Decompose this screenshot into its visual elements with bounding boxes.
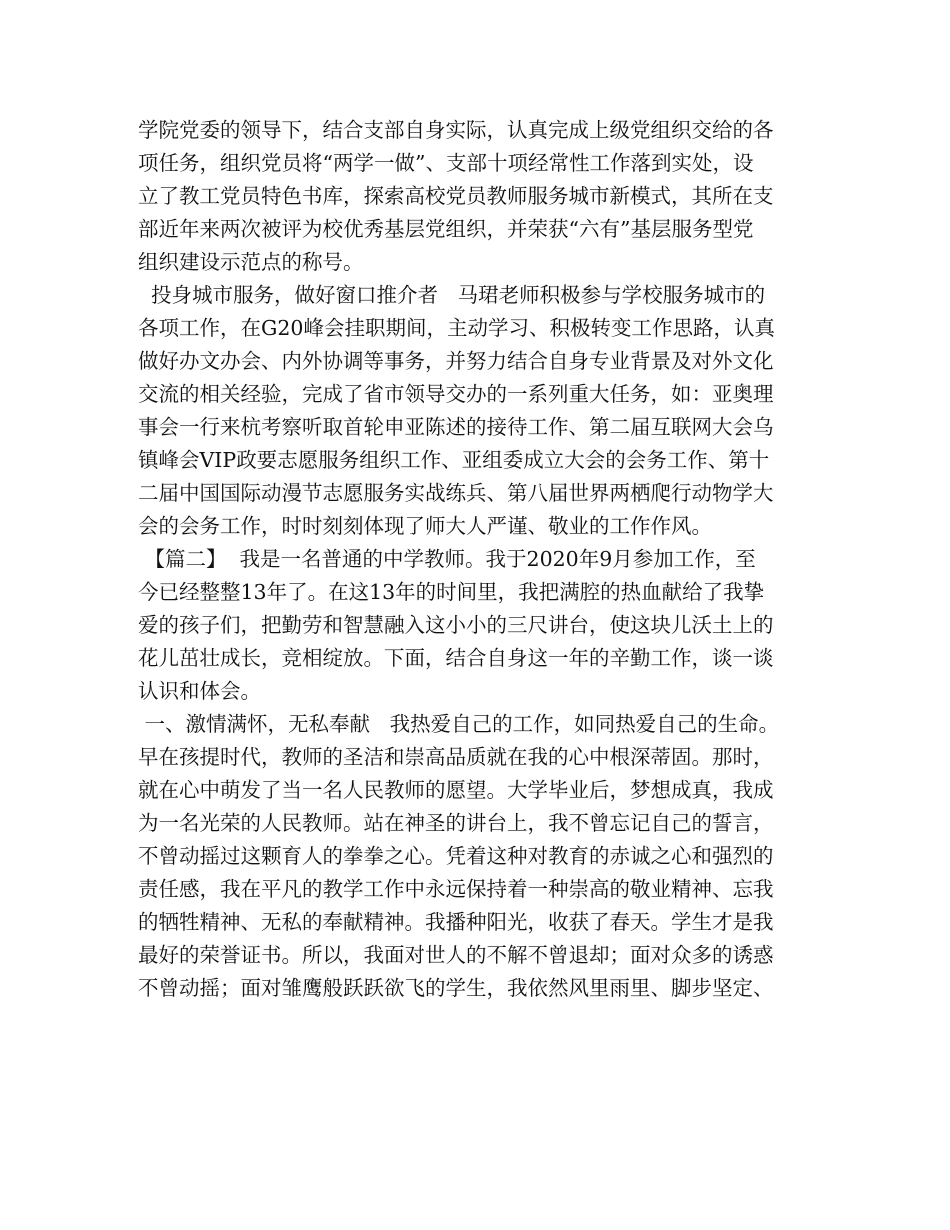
text-line: 会的会务工作，时时刻刻体现了师大人严谨、敬业的工作作风。	[138, 514, 712, 538]
section-heading-line: 投身城市服务，做好窗口推介者 马珺老师积极参与学校服务城市的	[138, 283, 766, 307]
text-line: 责任感，我在平凡的教学工作中永远保持着一种崇高的敬业精神、忘我	[138, 877, 774, 901]
text-line: 事会一行来杭考察听取首轮申亚陈述的接待工作、第二届互联网大会乌	[138, 415, 774, 439]
text-line: 花儿茁壮成长，竞相绽放。下面，结合自身这一年的辛勤工作，谈一谈	[138, 646, 774, 670]
section-heading-line: 一、激情满怀，无私奉献 我热爱自己的工作，如同热爱自己的生命。	[138, 712, 780, 736]
text-line: 学院党委的领导下，结合支部自身实际，认真完成上级党组织交给的各	[138, 118, 774, 142]
text-line: 做好办文办会、内外协调等事务，并努力结合自身专业背景及对外文化	[138, 349, 774, 373]
text-line: 最好的荣誉证书。所以，我面对世人的不解不曾退却；面对众多的诱惑	[138, 943, 774, 967]
text-line: 的牺牲精神、无私的奉献精神。我播种阳光，收获了春天。学生才是我	[138, 910, 774, 934]
text-line: 早在孩提时代，教师的圣洁和崇高品质就在我的心中根深蒂固。那时，	[138, 745, 774, 769]
text-line: 部近年来两次被评为校优秀基层党组织，并荣获“六有”基层服务型党	[138, 217, 754, 241]
text-line: 今已经整整13年了。在这13年的时间里，我把满腔的热血献给了我挚	[138, 580, 765, 604]
text-line: 就在心中萌发了当一名人民教师的愿望。大学毕业后，梦想成真，我成	[138, 778, 774, 802]
document-body	[138, 114, 838, 1005]
part-heading-line: 【篇二】 我是一名普通的中学教师。我于2020年9月参加工作，至	[138, 547, 756, 571]
text-line: 爱的孩子们，把勤劳和智慧融入这小小的三尺讲台，使这块儿沃土上的	[138, 613, 774, 637]
text-line: 交流的相关经验，完成了省市领导交办的一系列重大任务，如：亚奥理	[138, 382, 774, 406]
text-line: 不曾动摇；面对雏鹰般跃跃欲飞的学生，我依然风里雨里、脚步坚定、	[138, 976, 774, 1000]
text-line: 认识和体会。	[138, 679, 261, 703]
text-line: 各项工作，在G20峰会挂职期间，主动学习、积极转变工作思路，认真	[138, 316, 775, 340]
text-line: 项任务，组织党员将“两学一做”、支部十项经常性工作落到实处，设	[138, 151, 754, 175]
text-line: 组织建设示范点的称号。	[138, 250, 364, 274]
text-line: 为一名光荣的人民教师。站在神圣的讲台上，我不曾忘记自己的誓言，	[138, 811, 774, 835]
text-line: 不曾动摇过这颗育人的拳拳之心。凭着这种对教育的赤诚之心和强烈的	[138, 844, 774, 868]
text-line: 镇峰会VIP政要志愿服务组织工作、亚组委成立大会的会务工作、第十	[138, 448, 770, 472]
text-line: 立了教工党员特色书库，探索高校党员教师服务城市新模式，其所在支	[138, 184, 774, 208]
text-line: 二届中国国际动漫节志愿服务实战练兵、第八届世界两栖爬行动物学大	[138, 481, 774, 505]
